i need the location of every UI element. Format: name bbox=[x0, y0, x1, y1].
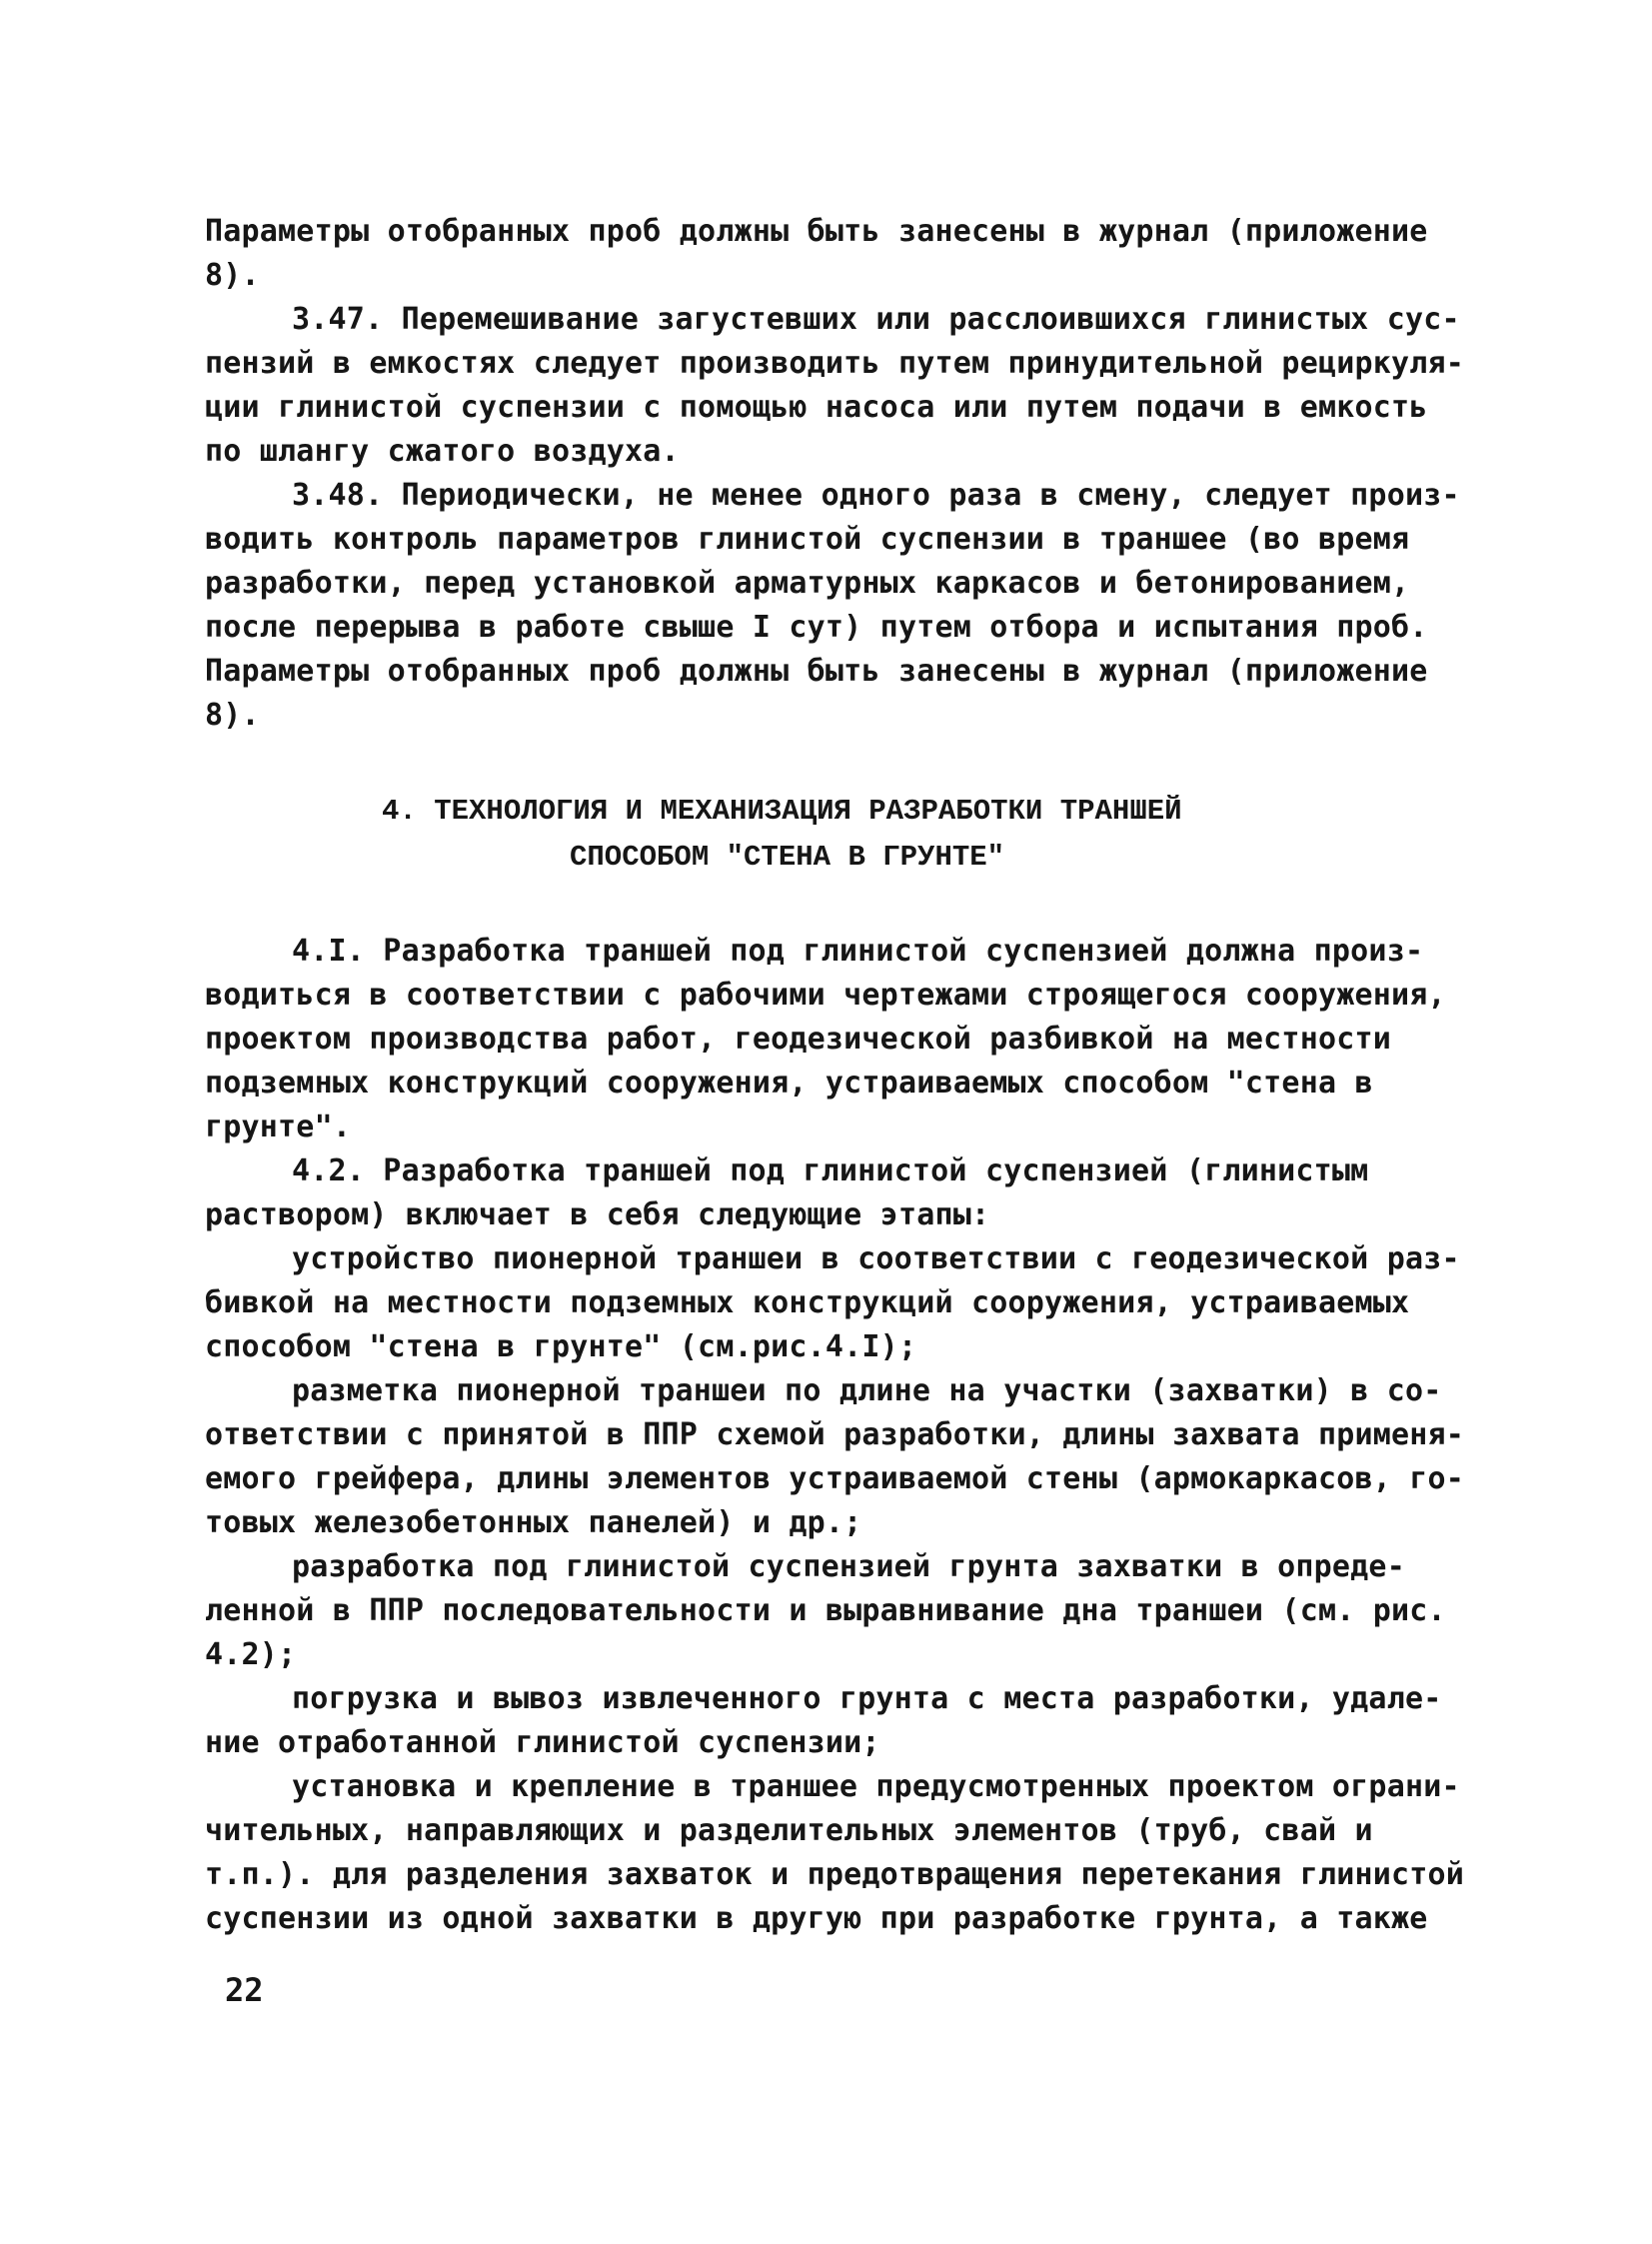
text-line: после перерыва в работе свыше I сут) путем отбора и испытания проб. bbox=[205, 610, 1428, 645]
text-line: способом "стена в грунте" (см.рис.4.I); bbox=[205, 1329, 917, 1364]
text-line: ленной в ППР последовательности и выравнивание дна траншеи (см. рис. bbox=[205, 1593, 1446, 1628]
text-line: пензий в емкостях следует производить путем принудительной рециркуля- bbox=[205, 346, 1465, 381]
text-line: чительных, направляющих и разделительных элементов (труб, свай и bbox=[205, 1813, 1373, 1848]
text-line: Параметры отобранных проб должны быть занесены в журнал (приложение bbox=[205, 214, 1428, 249]
text-line: 4.2. Разработка траншей под глинистой суспензией (глинистым bbox=[292, 1153, 1369, 1188]
text-line: установка и крепление в траншее предусмотренных проектом ограни- bbox=[292, 1769, 1460, 1804]
text-line: раствором) включает в себя следующие этапы: bbox=[205, 1197, 990, 1232]
text-line: разработка под глинистой суспензией грунта захватки в опреде- bbox=[292, 1549, 1405, 1584]
text-line: суспензии из одной захватки в другую при разработке грунта, а также bbox=[205, 1901, 1428, 1936]
text-line: проектом производства работ, геодезической разбивкой на местности bbox=[205, 1022, 1391, 1057]
section-heading: 4. ТЕХНОЛОГИЯ И МЕХАНИЗАЦИЯ РАЗРАБОТКИ ТРАНШЕЙ bbox=[382, 795, 1182, 828]
text-line: ответствии с принятой в ППР схемой разработки, длины захвата применя- bbox=[205, 1417, 1465, 1452]
section-heading: СПОСОБОМ "СТЕНА В ГРУНТЕ" bbox=[570, 841, 1005, 874]
text-line: устройство пионерной траншеи в соответствии с геодезической раз- bbox=[292, 1241, 1460, 1276]
text-line: товых железобетонных панелей) и др.; bbox=[205, 1505, 862, 1540]
text-line: по шлангу сжатого воздуха. bbox=[205, 434, 680, 469]
text-line: водиться в соответствии с рабочими чертежами строящегося сооружения, bbox=[205, 978, 1446, 1013]
text-line: Параметры отобранных проб должны быть занесены в журнал (приложение bbox=[205, 654, 1428, 689]
text-line: грунте". bbox=[205, 1110, 352, 1144]
text-line: 3.48. Периодически, не менее одного раза в смену, следует произ- bbox=[292, 478, 1460, 513]
text-line: водить контроль параметров глинистой суспензии в траншее (во время bbox=[205, 522, 1410, 557]
text-line: 4.I. Разработка траншей под глинистой суспензией должна произ- bbox=[292, 934, 1424, 969]
text-line: емого грейфера, длины элементов устраиваемой стены (армокаркасов, го- bbox=[205, 1461, 1465, 1496]
text-line: ции глинистой суспензии с помощью насоса или путем подачи в емкость bbox=[205, 390, 1428, 425]
text-line: подземных конструкций сооружения, устраиваемых способом "стена в bbox=[205, 1066, 1373, 1101]
text-line: разработки, перед установкой арматурных каркасов и бетонированием, bbox=[205, 566, 1410, 601]
page-number: 22 bbox=[225, 1971, 264, 2009]
text-line: 8). bbox=[205, 258, 260, 293]
text-line: 3.47. Перемешивание загустевших или расслоившихся глинистых сус- bbox=[292, 302, 1460, 337]
text-line: разметка пионерной траншеи по длине на участки (захватки) в со- bbox=[292, 1373, 1442, 1408]
text-line: ние отработанной глинистой суспензии; bbox=[205, 1725, 880, 1760]
text-line: т.п.). для разделения захваток и предотвращения перетекания глинистой bbox=[205, 1857, 1465, 1892]
text-line: погрузка и вывоз извлеченного грунта с места разработки, удале- bbox=[292, 1681, 1442, 1716]
text-line: бивкой на местности подземных конструкций сооружения, устраиваемых bbox=[205, 1285, 1410, 1320]
text-line: 8). bbox=[205, 698, 260, 733]
text-line: 4.2); bbox=[205, 1637, 297, 1672]
